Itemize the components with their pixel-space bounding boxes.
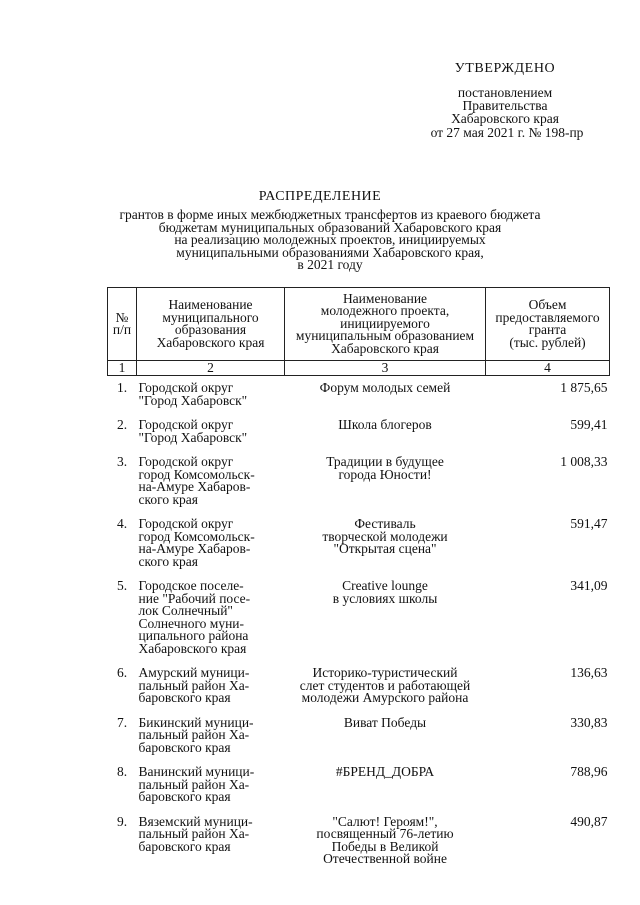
table-row [108, 376, 610, 414]
subtitle-line: в 2021 году [297, 257, 363, 273]
table-row [108, 574, 610, 661]
project-line: Историко-туристический [312, 665, 458, 680]
project-line: Победы в Великой [331, 838, 439, 854]
municipality-cell [137, 413, 285, 450]
project-line: Creative lounge [342, 578, 428, 593]
municipality-line: Вяземский муници- [138, 813, 253, 829]
column-number: 1 [108, 361, 137, 376]
municipality-cell [137, 810, 285, 872]
municipality-line: баровского края [138, 838, 231, 854]
municipality-line: город Комсомольск- [138, 528, 255, 544]
header-line: Хабаровского края [331, 340, 439, 356]
header-municipality [137, 288, 285, 361]
project-cell [285, 574, 486, 661]
project-line: слет студентов и работающей [299, 677, 471, 693]
project-cell [285, 376, 486, 414]
municipality-line: Городской округ [138, 380, 234, 395]
header-line: Наименование [168, 297, 253, 312]
project-line: "Салют! Героям!", [332, 813, 438, 829]
project-line: Традиции в будущее [326, 454, 444, 469]
row-number: 6. [116, 665, 128, 680]
header-line: образования [174, 322, 247, 337]
column-number: 3 [285, 361, 486, 376]
document-title: РАСПРЕДЕЛЕНИЕ [258, 189, 382, 204]
amount-cell: 788,96 [570, 764, 608, 779]
project-line: города Юности! [338, 466, 432, 482]
subtitle-line: грантов в форме иных межбюджетных трансфертов из краевого бюджета [119, 207, 541, 222]
municipality-line: город Комсомольск- [138, 466, 255, 482]
project-cell [285, 450, 486, 512]
approval-line: Хабаровского края [451, 111, 559, 126]
municipality-line: пальный район Ха- [138, 776, 250, 792]
municipality-line: баровского края [138, 690, 231, 705]
municipality-line: Городской округ [138, 454, 234, 469]
table-row [108, 711, 610, 761]
project-line: Форум молодых семей [319, 380, 451, 395]
row-number: 1. [116, 380, 128, 395]
document-subtitle [100, 209, 560, 272]
municipality-line: пальный район Ха- [138, 677, 250, 693]
municipality-line: ского края [138, 491, 198, 507]
header-line: (тыс. рублей) [509, 334, 586, 350]
header-line: инициируемого [340, 315, 430, 331]
municipality-cell [137, 711, 285, 761]
project-line: творческой молодежи [322, 528, 448, 544]
amount-cell: 599,41 [570, 417, 608, 432]
municipality-line: Амурский муници- [138, 665, 250, 680]
amount-cell: 341,09 [570, 578, 608, 593]
table-header-row [108, 288, 610, 361]
amount-cell: 330,83 [570, 714, 608, 730]
project-line: Отечественной войне [323, 851, 447, 866]
approval-line: постановлением [457, 85, 553, 100]
subtitle-line: муниципальными образованиями Хабаровского края, [176, 244, 484, 260]
municipality-line: лок Солнечный" [138, 603, 233, 618]
project-line: в условиях школы [332, 590, 438, 606]
header-line: предоставляемого [495, 309, 600, 325]
project-cell [285, 413, 486, 450]
header-line: п/п [112, 322, 132, 337]
municipality-line: пальный район Ха- [138, 826, 250, 841]
project-line: посвященный 76-летию [316, 826, 454, 841]
header-line: молодежного проекта, [320, 303, 450, 319]
municipality-line: на-Амуре Хабаров- [138, 541, 251, 556]
municipality-line: Хабаровского края [138, 640, 247, 656]
table-row [108, 413, 610, 450]
municipality-line: Городское поселе- [138, 578, 244, 593]
header-amount [486, 288, 610, 361]
header-line: муниципальным образованием [295, 328, 475, 344]
municipality-line: ского края [138, 553, 198, 569]
amount-cell: 1 008,33 [560, 454, 608, 469]
row-number: 2. [116, 417, 128, 432]
amount-cell: 490,87 [570, 813, 608, 829]
project-cell [285, 661, 486, 711]
municipality-line: ние "Рабочий посе- [138, 590, 251, 606]
grants-table [107, 287, 610, 872]
municipality-cell [137, 574, 285, 661]
municipality-line: баровского края [138, 789, 231, 804]
municipality-line: "Город Хабаровск" [138, 429, 248, 445]
municipality-cell [137, 661, 285, 711]
municipality-line: Городской округ [138, 417, 234, 432]
project-cell [285, 810, 486, 872]
approval-date: от 27 мая 2021 г. № 198-пр [430, 125, 584, 140]
table-body [108, 376, 610, 872]
project-line: Виват Победы [343, 714, 427, 730]
header-line: муниципального [162, 309, 259, 325]
project-cell [285, 760, 486, 810]
row-number: 7. [116, 714, 128, 730]
subtitle-line: бюджетам муниципальных образований Хабаровского края [158, 219, 502, 235]
municipality-cell [137, 376, 285, 414]
approval-line: Правительства [462, 98, 548, 113]
municipality-line: ципального района [138, 628, 249, 643]
table-row [108, 760, 610, 810]
header-line: гранта [528, 322, 567, 337]
municipality-line: на-Амуре Хабаров- [138, 479, 251, 494]
column-number: 4 [486, 361, 610, 376]
row-number: 4. [116, 516, 128, 531]
municipality-line: Бикинский муници- [138, 714, 254, 730]
amount-cell: 591,47 [570, 516, 608, 531]
subtitle-line: на реализацию молодежных проектов, инициируемых [174, 232, 486, 248]
municipality-line: "Город Хабаровск" [138, 392, 248, 408]
table-row [108, 810, 610, 872]
municipality-line: Ванинский муници- [138, 764, 255, 779]
table-row [108, 661, 610, 711]
municipality-cell [137, 450, 285, 512]
header-line: Наименование [342, 290, 428, 306]
header-line: Объем [528, 297, 567, 312]
project-line: "Открытая сцена" [333, 541, 437, 556]
project-line: Школа блогеров [338, 417, 432, 432]
amount-cell: 1 875,65 [560, 380, 608, 395]
row-number: 8. [116, 764, 128, 779]
header-line: Хабаровского края [156, 334, 265, 350]
amount-cell: 136,63 [570, 665, 608, 680]
project-line: #БРЕНД_ДОБРА [335, 764, 435, 779]
table-row [108, 450, 610, 512]
project-line: Фестиваль [354, 516, 416, 531]
row-number: 5. [116, 578, 128, 593]
header-project [285, 288, 486, 361]
municipality-cell [137, 512, 285, 574]
municipality-cell [137, 760, 285, 810]
municipality-line: пальный район Ха- [138, 727, 250, 742]
header-number [108, 288, 137, 361]
row-number: 9. [116, 813, 128, 829]
project-cell [285, 512, 486, 574]
project-line: молодежи Амурского района [301, 690, 469, 705]
municipality-line: Солнечного муни- [138, 615, 245, 631]
project-cell [285, 711, 486, 761]
column-number-row [108, 361, 610, 376]
table-row [108, 512, 610, 574]
approval-stamp [405, 61, 605, 140]
row-number: 3. [116, 454, 128, 469]
municipality-line: баровского края [138, 739, 231, 755]
municipality-line: Городской округ [138, 516, 234, 531]
column-number: 2 [137, 361, 285, 376]
approval-heading: УТВЕРЖДЕНО [454, 61, 556, 76]
header-line: № [115, 309, 129, 325]
